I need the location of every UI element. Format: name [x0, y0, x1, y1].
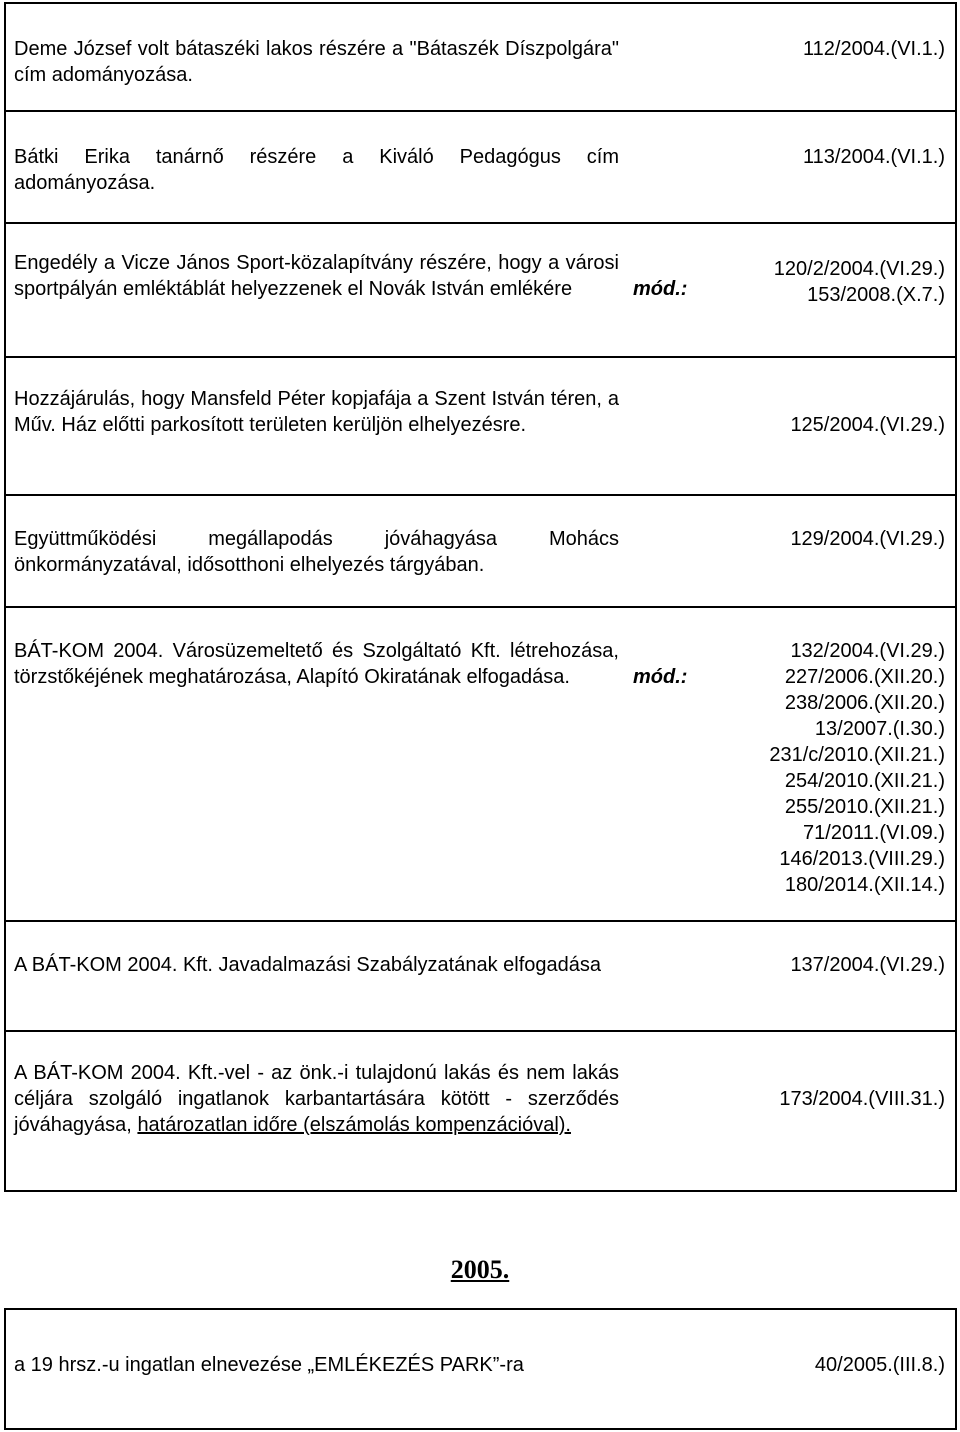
- modification-label: mód.:: [633, 666, 688, 688]
- resolution-number: 113/2004.(VI.1.): [803, 146, 945, 168]
- resolution-number: 112/2004.(VI.1.): [803, 38, 945, 60]
- resolution-numbers: [717, 112, 955, 170]
- resolution-number: 125/2004.(VI.29.): [790, 414, 945, 436]
- table-row: [5, 607, 956, 921]
- resolution-numbers: [717, 1310, 955, 1378]
- resolution-number: 153/2008.(X.7.): [807, 284, 945, 306]
- resolution-numbers: [717, 608, 955, 898]
- underlined-clause: határozatlan időre (elszámolás kompenzációval).: [137, 1114, 571, 1136]
- resolution-number: 40/2005.(III.8.): [814, 1354, 945, 1376]
- resolution-number: 173/2004.(VIII.31.): [779, 1088, 945, 1110]
- resolution-numbers: [717, 1032, 955, 1112]
- resolution-number: 227/2006.(XII.20.): [784, 666, 945, 688]
- table-row: [5, 1309, 956, 1429]
- resolutions-table-2004: [4, 2, 957, 1192]
- resolution-number: 255/2010.(XII.21.): [784, 796, 945, 818]
- resolution-number: 13/2007.(I.30.): [814, 718, 945, 740]
- resolution-number: 254/2010.(XII.21.): [784, 770, 945, 792]
- year-heading: 2005.: [450, 1255, 510, 1284]
- resolution-description: A BÁT-KOM 2004. Kft.-vel - az önk.-i tulajdonú lakás és nem lakás céljára szolgáló ingatlanok karbantartására kötött - szerződés jóváhagyása, határozatlan időre (elszámolás kompenzációval).: [14, 1062, 619, 1136]
- modification-label: mód.:: [633, 278, 688, 300]
- table-row: [5, 357, 956, 495]
- resolution-numbers: [717, 4, 955, 62]
- resolution-description: Együttműködési megállapodás jóváhagyása Mohács önkormányzatával, idősotthoni elhelyezés tárgyában.: [14, 528, 619, 576]
- resolution-numbers: [717, 922, 955, 978]
- resolution-number: 180/2014.(XII.14.): [784, 874, 945, 896]
- resolution-number: 129/2004.(VI.29.): [790, 528, 945, 550]
- resolution-numbers: [717, 358, 955, 438]
- table-row: [5, 223, 956, 357]
- resolutions-table-2005: [4, 1308, 957, 1430]
- table-row: [5, 495, 956, 607]
- resolution-number: 132/2004.(VI.29.): [790, 640, 945, 662]
- resolution-description: Bátki Erika tanárnő részére a Kiváló Pedagógus cím adományozása.: [14, 146, 619, 194]
- resolution-number: 238/2006.(XII.20.): [784, 692, 945, 714]
- resolution-number: 120/2/2004.(VI.29.): [773, 258, 945, 280]
- table-row: [5, 1031, 956, 1191]
- resolution-number: 231/c/2010.(XII.21.): [769, 744, 945, 766]
- resolution-description: BÁT-KOM 2004. Városüzemeltető és Szolgáltató Kft. létrehozása, törzstőkéjének meghatározása, Alapító Okiratának elfogadása.: [14, 640, 619, 688]
- table-row: [5, 111, 956, 223]
- resolution-description: a 19 hrsz.-u ingatlan elnevezése „EMLÉKEZÉS PARK”-ra: [14, 1354, 524, 1376]
- resolution-description: Deme József volt bátaszéki lakos részére a "Bátaszék Díszpolgára" cím adományozása.: [14, 38, 619, 86]
- table-row: [5, 921, 956, 1031]
- resolution-description: Engedély a Vicze János Sport-közalapítvány részére, hogy a városi sportpályán emléktáblát helyezzenek el Novák István emlékére: [14, 252, 619, 300]
- resolution-number: 71/2011.(VI.09.): [803, 822, 945, 844]
- table-row: [5, 3, 956, 111]
- resolution-number: 137/2004.(VI.29.): [790, 954, 945, 976]
- resolution-description: Hozzájárulás, hogy Mansfeld Péter kopjafája a Szent István téren, a Műv. Ház előtti parkosított területen kerüljön elhelyezésre.: [14, 388, 619, 436]
- resolution-numbers: [717, 496, 955, 552]
- resolution-description: A BÁT-KOM 2004. Kft. Javadalmazási Szabályzatának elfogadása: [14, 954, 601, 976]
- resolution-numbers: [717, 224, 955, 308]
- resolution-number: 146/2013.(VIII.29.): [779, 848, 945, 870]
